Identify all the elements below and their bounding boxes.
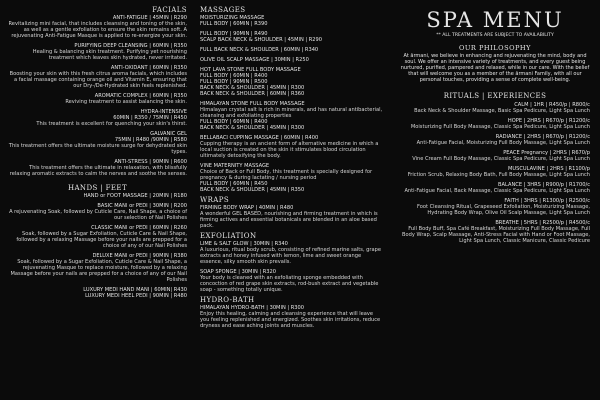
massage-item <box>200 67 384 97</box>
hydro-bath-list <box>200 305 384 329</box>
facial-description: This treatment is excellent for quenching your skin's thirst. <box>36 121 187 127</box>
hydro-bath-line: HIMALAYAN HYDRO-BATH | 30MIN | R300 <box>200 305 304 311</box>
facial-description: This treatment offers the ultimate moisture surge for dehydrated skin types. <box>8 143 187 155</box>
ritual-item <box>400 134 590 146</box>
hands-feet-heading: HANDS | FEET <box>67 184 128 192</box>
exfoliation-item <box>200 241 384 265</box>
ritual-description: Foot Cleansing Ritual, Grapeseed Exfoliation, Moisturizing Massage, Hydrating Body Wrap, Olive Oil Scalp Massage, Light Spa Lunch <box>417 204 590 216</box>
facial-description: Healing & balancing skin treatment. Purifying yet nourishing treatment which leaves skin hydrated, never irritated. <box>32 49 187 61</box>
facial-title: GALVANIC GEL <box>150 131 187 137</box>
facial-title-secondary: 60MIN | R350 / 75MIN | R450 <box>113 115 187 121</box>
facials-heading: FACIALS <box>152 6 187 14</box>
hydro-bath-item <box>200 305 384 329</box>
massage-price-line: FULL BODY | 60MIN | R450 <box>200 181 268 187</box>
ritual-item <box>400 150 590 162</box>
ritual-item <box>400 166 590 178</box>
ritual-title: HOPE | 2HRS | R670/p | R1200/c <box>507 118 590 124</box>
facial-title: AROMATIC COMPLEX | 60MIN | R350 <box>94 93 187 99</box>
massage-item <box>200 57 384 63</box>
facial-item <box>8 15 187 39</box>
ritual-title: MUSCULAVINE | 2HRS | R1100/p <box>508 166 590 172</box>
facial-description: Revitalizing mini facial, that includes cleansing and toning of the skin, as well as a gentle exfoliation to ensure the skin remains soft. A rejuvenating Anti-Fatigue Masque is applied to re-energize your skin. <box>8 21 187 39</box>
massages-heading: MASSAGES <box>200 6 246 14</box>
ritual-title: PEACE Pregnancy | 2HRS | R670/p <box>503 150 590 156</box>
ritual-item <box>400 118 590 130</box>
facial-item <box>8 109 187 127</box>
hands-feet-item <box>8 253 187 283</box>
ritual-title: BREATHE | 5HRS | R2500/p | R4500/c <box>495 220 590 226</box>
massage-line: HOT LAVA STONE FULL BODY MASSAGE <box>200 67 301 73</box>
page-title: SPA MENU <box>426 8 564 32</box>
ritual-item <box>400 220 590 244</box>
wrap-item <box>200 205 384 229</box>
massage-description: Cupping therapy is an ancient form of alternative medicine in which a local suction is created on the skin it stimulates blood circulation ultimately detoxifying the body. <box>200 141 379 159</box>
facial-item <box>8 43 187 61</box>
rituals-heading: RITUALS | EXPERIENCES <box>443 92 547 100</box>
rituals-list <box>400 102 590 244</box>
hands-feet-description: Soak, followed by a Sugar Exfoliation, Cuticle Care & Nail Shape, a rejuvenating Masque to replace moisture, followed by a relaxing Massage before your nails are prepped for a choice of any of our Nail Polishes <box>10 259 187 283</box>
hands-feet-description: Soak, followed by a Sugar Exfoliation, Cuticle Care & Nail Shape, followed by a relaxing Massage before your nails are prepped for a choice of any of our Nail Polishes <box>16 231 187 249</box>
hands-feet-item <box>8 193 187 199</box>
ritual-description: Friction Scrub, Relaxing Body Bath, Full Body Massage, Light Spa Lunch <box>407 172 590 178</box>
massage-line: SCALP BACK NECK & SHOULDER | 45MIN | R290 <box>200 37 323 43</box>
hydro-bath-heading: HYDRO-BATH <box>200 296 255 304</box>
massage-item <box>200 31 384 43</box>
massage-price-line: BACK NECK & SHOULDER | 45MIN | R350 <box>200 187 305 193</box>
massage-line: OLIVE OIL SCALP MASSAGE | 30MIN | R250 <box>200 57 309 63</box>
philosophy-text: At ārmani, we believe in enhancing and rejuvenating the mind, body and soul. We offer an intensive variety of treatments, and every guest being nurtured, purified, pampered and relaxed, while in our care. With the belief that will welcome you as a member of the ārmani Family, with all our personal touches, providing a sense of complete well-being. <box>400 53 590 83</box>
ritual-title: RADIANCE | 2HRS | R670/p | R1200/c <box>495 134 590 140</box>
right-column <box>394 0 600 400</box>
massage-line: BACK NECK & SHOULDER | 45MIN | R300 <box>200 85 305 91</box>
ritual-item <box>400 102 590 114</box>
ritual-description: Moisturizing Full Body Massage, Classic Spa Pedicure, Light Spa Lunch <box>410 124 590 130</box>
massage-line: FULL BODY | 60MIN | R400 <box>200 73 268 79</box>
ritual-description: Full Body Buff, Spa Café Breakfast, Moisturizing Full Body Massage, Full Body Wrap, Scalp Massage, Anti-Stress Facial with Hand or Foot Massage, Light Spa Lunch, Classic Manicure, Classic Pedicure <box>402 226 590 244</box>
ritual-description: Anti-Fatigue Facial, Back Massage, Classic Spa Pedicure, Light Spa Lunch <box>404 188 590 194</box>
exfoliation-item <box>200 269 384 293</box>
massage-line: VINE MATERNITY MASSAGE <box>200 163 270 169</box>
massage-price-line: FULL BODY | 60MIN | R400 <box>200 119 268 125</box>
ritual-item <box>400 182 590 194</box>
exfoliation-line: SOAP SPONGE | 30MIN | R320 <box>200 269 276 275</box>
facial-title: HYDRA-INTENSIVE <box>140 109 187 115</box>
facials-list <box>8 15 187 177</box>
hands-feet-title: LUXURY MEDI HAND MANI | 60MIN| R430 <box>83 287 187 293</box>
wrap-line: FIRMING BODY WRAP | 40MIN | R480 <box>200 205 294 211</box>
massage-line: HIMALAYAN STONE FULL BODY MASSAGE <box>200 101 305 107</box>
hands-feet-title: BASIC MANI or PEDI | 30MIN | R200 <box>97 203 187 209</box>
hands-feet-item <box>8 225 187 249</box>
facial-title: ANTI-OXIDANT | 60MIN | R350 <box>110 65 187 71</box>
massage-line: FULL BODY | 90MIN | R500 <box>200 79 268 85</box>
hands-feet-title-secondary: LUXURY MEDI HEEL PEDI | 90MIN | R480 <box>85 293 187 299</box>
exfoliation-line: LIME & SALT GLOW | 30MIN | R340 <box>200 241 288 247</box>
facial-title: ANTI-STRESS | 90MIN | R600 <box>114 159 187 165</box>
massage-item <box>200 101 384 131</box>
facial-item <box>8 65 187 89</box>
facial-title: PURIFYING DEEP CLEANSING | 60MIN | R350 <box>74 43 187 49</box>
wrap-description: A wonderful GEL BASED, nourishing and firming treatment in which is firming actives and essential botanicals are blended in an aloe based pack. <box>200 211 378 229</box>
hands-feet-title: HAND or FOOT MASSAGE | 20MIN | R180 <box>83 193 187 199</box>
exfoliation-description: Your body is cleaned with an exfoliating sponge embedded with concoction of red grape skin extracts, rod-bush extract and vegetable soap - something totally unique. <box>200 275 379 293</box>
massage-line: BELLABACI CUPPING MASSAGE | 60MIN | R400 <box>200 135 319 141</box>
hydro-bath-description: Enjoy this healing, calming and cleansing experience that will leave you feeling replenished and energized. Soothes skin irritations, reduce dryness and ease aching joints and muscles. <box>200 311 381 329</box>
exfoliation-description: A luxurious, ritual body scrub, consisting of refined marine salts, grape extracts and honey infused with lemon, lime and sweet orange essence, silky smooth skin prevails. <box>200 247 381 265</box>
exfoliation-heading: EXFOLIATION <box>200 232 257 240</box>
facial-description: This treatment offers the ultimate in relaxation, with blissfully relaxing aromatic extracts to calm the nerves and soothe the senses. <box>9 165 187 177</box>
massage-line: FULL BODY | 60MIN | R390 <box>200 21 268 27</box>
left-column <box>0 0 190 400</box>
massage-item <box>200 47 384 53</box>
facial-title-secondary: 75MIN | R480 /90MIN | R580 <box>114 137 187 143</box>
hands-feet-title: DELUXE MANI or PEDI | 90MIN | R380 <box>92 253 187 259</box>
massage-line: FULL BACK NECK & SHOULDER | 60MIN | R340 <box>200 47 319 53</box>
hands-feet-item <box>8 287 187 299</box>
massage-item <box>200 15 384 27</box>
massage-line: BACK NECK & SHOULDER | 60MIN | R360 <box>200 91 305 97</box>
facial-title: ANTI-FATIGUE | 45MIN | R290 <box>112 15 187 21</box>
massage-line: MOISTURIZING MASSAGE <box>200 15 265 21</box>
massage-description: Himalayan crystal salt is rich in minerals, and has natural antibacterial, cleansing and exfoliating properties <box>200 107 383 119</box>
facial-description: Reviving treatment to assist balancing the skin. <box>65 99 187 105</box>
availability-note: ** ALL TREATMENTS ARE SUBJECT TO AVAILABILITY <box>436 33 554 38</box>
facial-item <box>8 131 187 155</box>
massages-list <box>200 15 384 193</box>
exfoliation-list <box>200 241 384 293</box>
facial-item <box>8 159 187 177</box>
facial-item <box>8 93 187 105</box>
wraps-heading: WRAPS <box>200 196 230 204</box>
massage-description: Choice of Back or Full Body, this treatment is specially designed for pregnancy & during lactating / nursing period <box>200 169 373 181</box>
philosophy-heading: OUR PHILOSOPHY <box>458 44 532 52</box>
ritual-description: Back Neck & Shoulder Massage, Basic Spa Pedicure, Light Spa Lunch <box>414 108 590 114</box>
hands-feet-list <box>8 193 187 299</box>
ritual-title: CALM | 1HR | R450/p | R800/c <box>514 102 590 108</box>
massage-line: FULL BODY | 90MIN | R490 <box>200 31 268 37</box>
massage-price-line: BACK NECK & SHOULDER | 45MIN | R300 <box>200 125 305 131</box>
middle-column <box>196 0 388 400</box>
facial-description: Boosting your skin with this fresh citrus aroma facials, which includes a facial massage containing orange oil and Vitamin E, ensuring that our Dry-/De-Hydrated skin feels replenished. <box>9 71 187 89</box>
hands-feet-item <box>8 203 187 221</box>
ritual-description: Vine Cream Full Body Massage, Classic Spa Pedicure, Light Spa Lunch <box>412 156 590 162</box>
ritual-item <box>400 198 590 216</box>
ritual-description: Anti-Fatigue Facial, Moisturizing Full Body Massage, Light Spa Lunch <box>416 140 590 146</box>
massage-item <box>200 135 384 159</box>
hands-feet-description: A rejuvenating Soak, followed by Cuticle Care, Nail Shape, a choice of our selection of Nail Polishes <box>9 209 187 221</box>
massage-item <box>200 163 384 193</box>
wraps-list <box>200 205 384 229</box>
ritual-title: BALANCE | 3HRS | R900/p | R1700/c <box>498 182 590 188</box>
ritual-title: FAITH | 3HRS | R1300/p | R2500/c <box>504 198 590 204</box>
hands-feet-title: CLASSIC MANI or PEDI | 60MIN | R260 <box>91 225 187 231</box>
